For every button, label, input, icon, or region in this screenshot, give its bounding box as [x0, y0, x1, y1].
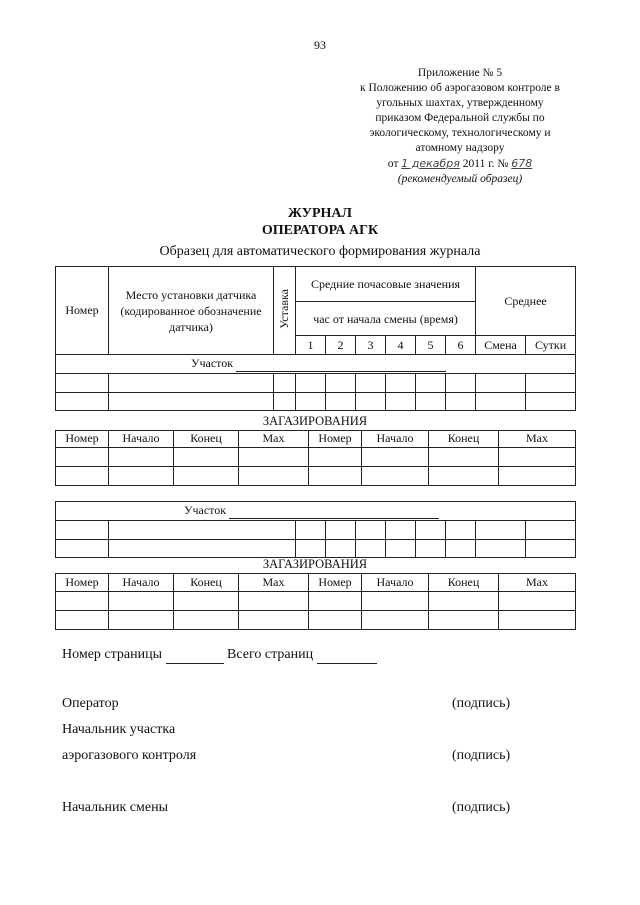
journal-title: ЖУРНАЛ: [288, 206, 352, 221]
journal-table-1: [55, 266, 576, 411]
gas-title: ЗАГАЗИРОВАНИЯ: [262, 557, 368, 571]
signature-operator: (подпись): [452, 696, 511, 711]
gas-header-end: Конец: [429, 574, 499, 592]
page-info: [62, 647, 377, 664]
journal-table-2: [55, 501, 576, 558]
form-description: Образец для автоматического формирования журнала: [159, 244, 481, 259]
appendix-header: [330, 66, 590, 187]
gas-header-start: Начало: [109, 430, 174, 447]
gas-header-number: Номер: [309, 574, 362, 592]
section-blank-line: [236, 356, 446, 372]
appendix-line: к Положению об аэрогазовом контроле в: [360, 82, 560, 94]
gas-title: ЗАГАЗИРОВАНИЯ: [262, 414, 368, 428]
hour-4: 4: [386, 336, 416, 355]
header-average: Среднее: [476, 267, 576, 336]
hour-3: 3: [356, 336, 386, 355]
total-blank[interactable]: [317, 647, 377, 664]
table-row: [56, 521, 576, 540]
table-row: [56, 611, 576, 630]
hour-2: 2: [326, 336, 356, 355]
gas-header-start: Начало: [362, 574, 429, 592]
gas-header-start: Начало: [109, 574, 174, 592]
section-label: Участок: [191, 356, 234, 370]
table-row: [56, 592, 576, 611]
table-row: [56, 447, 576, 466]
gas-header-max: Max: [239, 430, 309, 447]
header-location: Место установки датчика (кодированное обозначение датчика): [109, 267, 274, 355]
setpoint-label: Уставка: [277, 288, 291, 329]
gas-header-max: Max: [499, 430, 576, 447]
table-row: [56, 393, 576, 411]
gas-header-end: Конец: [174, 430, 239, 447]
appendix-line: атомному надзору: [415, 142, 505, 154]
appendix-line: экологическому, технологическому и: [369, 127, 551, 139]
header-shift: Смена: [476, 336, 526, 355]
header-hourly: Средние почасовые значения: [296, 267, 476, 302]
gas-table-1: [55, 430, 576, 486]
section-chief-label-2: аэрогазового контроля: [62, 748, 197, 763]
hour-6: 6: [446, 336, 476, 355]
header-hour-from-start: час от начала смены (время): [296, 302, 476, 336]
section-chief-label-1: Начальник участка: [62, 722, 176, 737]
section-blank-line: [229, 503, 439, 519]
signature-shift-chief: (подпись): [452, 800, 511, 815]
header-setpoint: [274, 267, 296, 355]
shift-chief-label: Начальник смены: [62, 800, 168, 815]
page-label: Номер страницы: [62, 647, 163, 662]
gas-header-number: Номер: [56, 430, 109, 447]
gas-header-number: Номер: [309, 430, 362, 447]
signature-section-chief: (подпись): [452, 748, 511, 763]
handwritten-date: 1 декабря: [401, 157, 460, 170]
page-number: 93: [314, 38, 326, 52]
date-prefix: от: [387, 158, 399, 170]
sample-note: (рекомендуемый образец): [397, 173, 523, 185]
gas-header-start: Начало: [362, 430, 429, 447]
gas-header-end: Конец: [429, 430, 499, 447]
gas-header-end: Конец: [174, 574, 239, 592]
header-number: Номер: [56, 267, 109, 355]
table-row: [56, 466, 576, 485]
hour-1: 1: [296, 336, 326, 355]
total-label: Всего страниц: [227, 647, 314, 662]
gas-header-max: Max: [499, 574, 576, 592]
operator-label: Оператор: [62, 696, 119, 711]
gas-table-2: [55, 573, 576, 630]
hour-5: 5: [416, 336, 446, 355]
page-blank[interactable]: [166, 647, 224, 664]
section-label: Участок: [184, 503, 227, 517]
date-year: 2011 г. №: [462, 158, 509, 170]
section-row: [56, 355, 576, 374]
table-row: [56, 374, 576, 393]
journal-subtitle: ОПЕРАТОРА АГК: [261, 223, 379, 238]
gas-header-max: Max: [239, 574, 309, 592]
appendix-line: приказом Федеральной службы по: [375, 112, 545, 124]
appendix-date: [330, 156, 590, 172]
table-row: [56, 540, 576, 558]
header-day: Сутки: [526, 336, 576, 355]
section-row: [56, 502, 576, 521]
appendix-line: Приложение № 5: [417, 67, 503, 79]
gas-header-number: Номер: [56, 574, 109, 592]
handwritten-number: 678: [511, 157, 533, 170]
appendix-line: угольных шахтах, утвержденному: [376, 97, 544, 109]
